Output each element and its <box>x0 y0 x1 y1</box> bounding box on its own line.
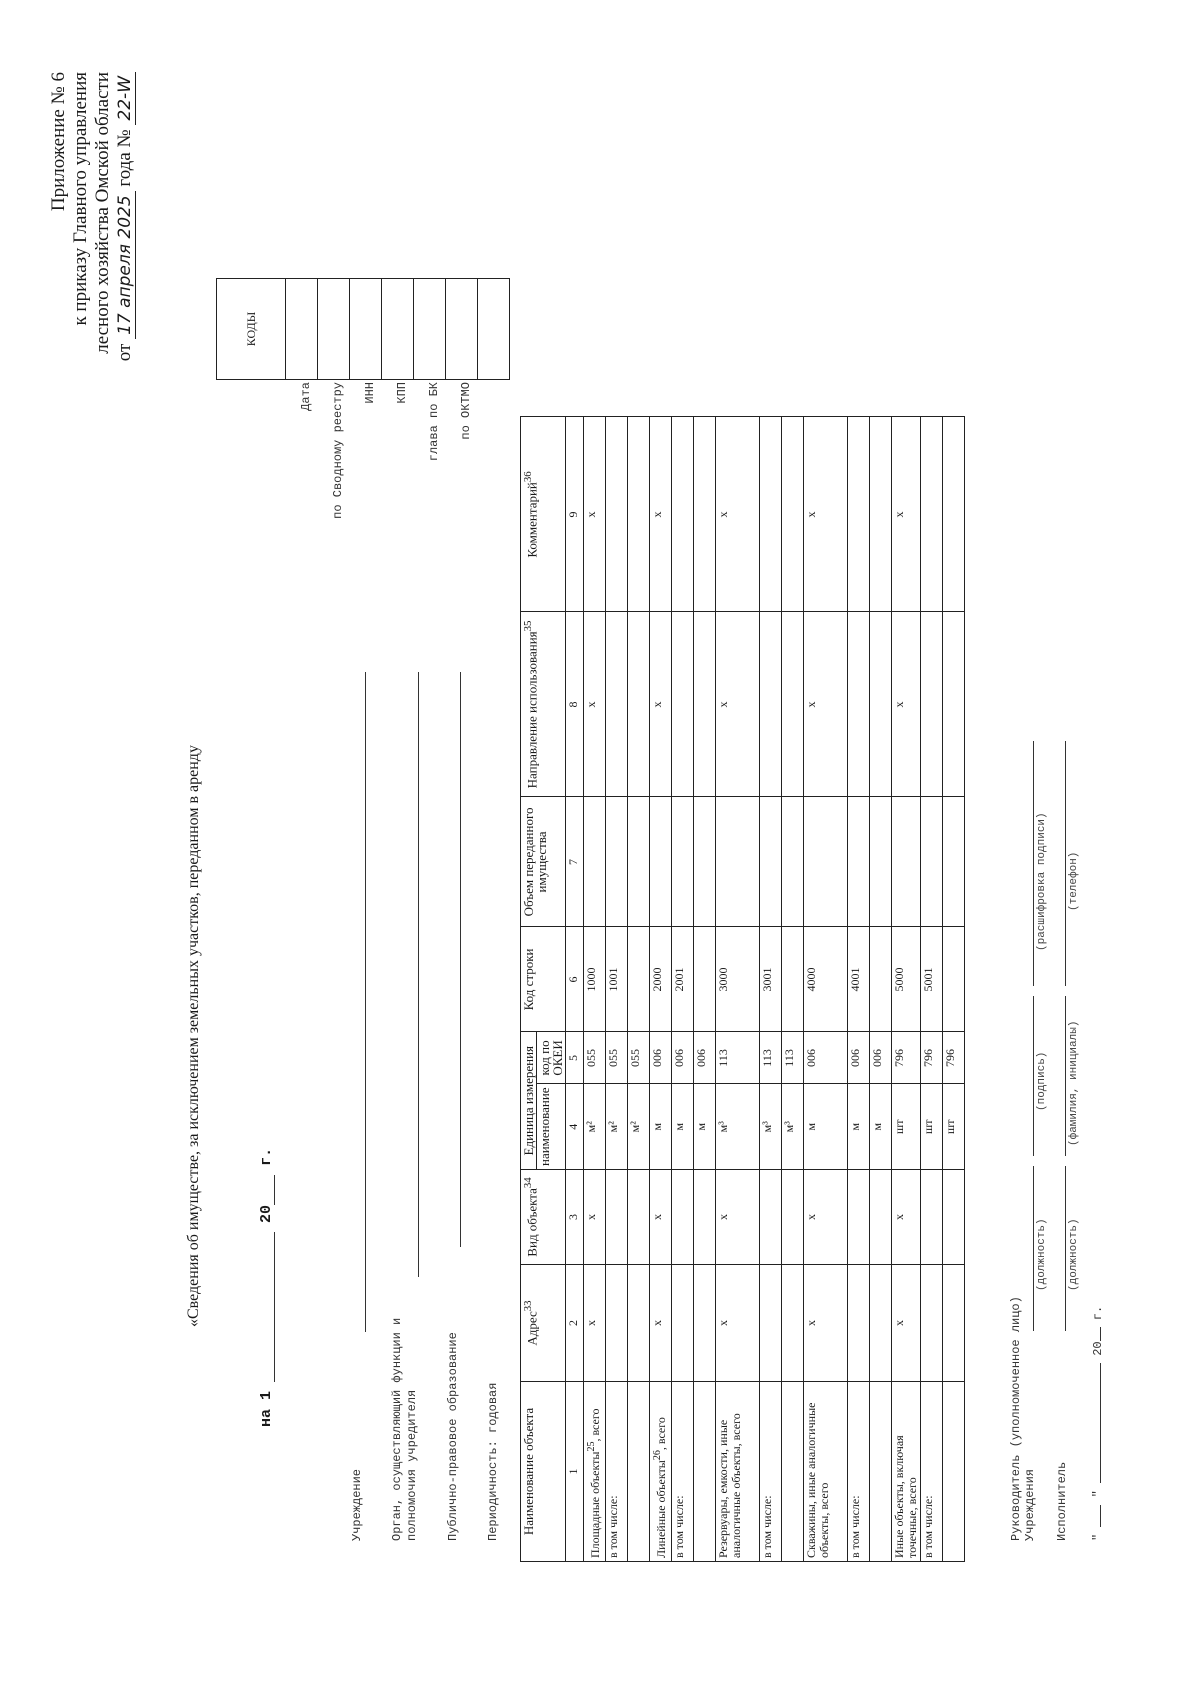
appendix-line-1: Приложение № 6 <box>48 72 69 212</box>
sig-date-year-blank[interactable] <box>1100 1327 1101 1341</box>
field-line-municipality[interactable] <box>460 672 461 1247</box>
appendix-line-4 <box>114 72 136 361</box>
cell-address <box>870 1265 892 1382</box>
cell-direction: x <box>716 612 760 797</box>
cell-address: x <box>804 1265 848 1382</box>
th-type-sup: 34 <box>522 1177 534 1189</box>
cell-okei: 006 <box>870 1032 892 1084</box>
codes-label-oktmo: по ОКТМО <box>459 382 473 440</box>
cell-unit: шт <box>921 1084 943 1170</box>
cell-volume <box>921 797 943 927</box>
cell-name <box>694 1382 716 1562</box>
codes-label-bk: глава по БК <box>427 382 441 462</box>
sig-cap-position-2: (должность) <box>1068 1218 1080 1291</box>
cell-unit: м <box>848 1084 870 1170</box>
cell-okei: 113 <box>782 1032 804 1084</box>
cell-direction: x <box>892 612 921 797</box>
cell-type: x <box>716 1170 760 1265</box>
th-type <box>521 1170 566 1265</box>
th-direction-sup: 35 <box>522 620 534 632</box>
row-name-text: в том числе: <box>606 1495 620 1558</box>
cell-volume <box>943 797 965 927</box>
cell-address <box>672 1265 694 1382</box>
sig-cap-phone: (телефон) <box>1068 851 1080 911</box>
table-row <box>694 417 716 1562</box>
cell-address: x <box>716 1265 760 1382</box>
cell-comment <box>943 417 965 612</box>
cell-comment <box>628 417 650 612</box>
handwritten-number: 22-W <box>115 72 136 125</box>
cell-okei: 006 <box>672 1032 694 1084</box>
handwritten-date: 17 апреля 2025 <box>115 191 136 339</box>
cell-unit: м² <box>628 1084 650 1170</box>
cell-code: 3000 <box>716 927 760 1032</box>
cell-name <box>804 1382 848 1562</box>
cell-address <box>606 1265 628 1382</box>
cell-okei: 006 <box>848 1032 870 1084</box>
row-name-sup: 26 <box>652 1450 663 1461</box>
field-line-institution[interactable] <box>365 672 366 1332</box>
col-number: 3 <box>566 1170 584 1265</box>
sig-line-position[interactable] <box>1033 1166 1034 1331</box>
row-name-suffix: , всего <box>654 1417 668 1451</box>
cell-type <box>921 1170 943 1265</box>
cell-type: x <box>892 1170 921 1265</box>
sig-head-line-2: Учреждения <box>1023 1468 1037 1541</box>
field-label-founder-2: полномочия учредителя <box>405 1389 419 1541</box>
cell-comment <box>782 417 804 612</box>
th-unit-name: наименование <box>537 1084 566 1170</box>
appendix-date-prefix: от <box>114 343 135 362</box>
cell-address <box>848 1265 870 1382</box>
field-label-founder-1: Орган, осуществляющий функции и <box>390 1317 404 1541</box>
cell-unit: м <box>672 1084 694 1170</box>
sig-date-year-suffix: г. <box>1091 1305 1105 1321</box>
sig-cap-signature: (подпись) <box>1036 1051 1048 1111</box>
th-direction <box>521 612 566 797</box>
cell-okei: 055 <box>606 1032 628 1084</box>
cell-direction: x <box>584 612 606 797</box>
sig-date-line <box>1091 1306 1105 1541</box>
table-row <box>943 417 965 1562</box>
cell-unit: м² <box>606 1084 628 1170</box>
codes-label-inn: ИНН <box>363 382 377 404</box>
cell-unit: м³ <box>716 1084 760 1170</box>
row-name-text: Скважины, иные аналогичные объекты, всего <box>804 1402 831 1558</box>
cell-name <box>760 1382 782 1562</box>
row-name-text: Иные объекты, включая точечные, всего <box>892 1435 919 1558</box>
cell-comment <box>606 417 628 612</box>
col-number: 4 <box>566 1084 584 1170</box>
sig-date-month-blank[interactable] <box>1100 1363 1101 1483</box>
row-name-text: Площадные объекты <box>588 1451 602 1558</box>
cell-address <box>921 1265 943 1382</box>
cell-okei: 055 <box>584 1032 606 1084</box>
cell-name <box>628 1382 650 1562</box>
cell-unit: м³ <box>782 1084 804 1170</box>
cell-name <box>606 1382 628 1562</box>
codes-cell-extra[interactable] <box>478 279 510 380</box>
sig-cap-position: (должность) <box>1036 1218 1048 1291</box>
cell-direction <box>760 612 782 797</box>
codes-cell-inn[interactable] <box>350 279 382 380</box>
row-name-text: в том числе: <box>760 1495 774 1558</box>
cell-okei: 796 <box>943 1032 965 1084</box>
cell-name <box>584 1382 606 1562</box>
codes-cell-kpp[interactable] <box>382 279 414 380</box>
property-table <box>520 416 965 1562</box>
cell-type <box>606 1170 628 1265</box>
th-name: Наименование объекта <box>521 1382 566 1562</box>
cell-code <box>870 927 892 1032</box>
sig-head-line-1: Руководитель (уполномоченное лицо) <box>1009 1296 1023 1541</box>
report-date-line <box>258 1148 275 1427</box>
cell-direction <box>943 612 965 797</box>
cell-address: x <box>650 1265 672 1382</box>
sig-line-signature[interactable] <box>1033 996 1034 1156</box>
appendix-line-3: лесного хозяйства Омской области <box>92 72 113 354</box>
appendix-line-2: к приказу Главного управления <box>70 72 91 326</box>
cell-code: 3001 <box>760 927 782 1032</box>
row-name-suffix: , всего <box>588 1408 602 1442</box>
th-row-code: Код строки <box>521 927 566 1032</box>
cell-type <box>848 1170 870 1265</box>
date-year-prefix: 20 <box>258 1204 275 1223</box>
date-year-suffix: г. <box>258 1147 275 1166</box>
cell-comment: x <box>584 417 606 612</box>
sig-date-day-blank[interactable] <box>1100 1505 1101 1527</box>
th-comment-sup: 36 <box>522 471 534 483</box>
cell-name <box>870 1382 892 1562</box>
cell-type <box>628 1170 650 1265</box>
th-comment <box>521 417 566 612</box>
table-row <box>716 417 760 1562</box>
codes-box <box>216 278 510 380</box>
sig-line-executor-name[interactable] <box>1065 996 1066 1156</box>
sig-cap-name: (фамилия, инициалы) <box>1068 1020 1080 1146</box>
sig-line-executor-position[interactable] <box>1065 1166 1066 1331</box>
cell-comment <box>848 417 870 612</box>
cell-okei: 796 <box>892 1032 921 1084</box>
cell-comment: x <box>650 417 672 612</box>
cell-comment: x <box>892 417 921 612</box>
cell-code: 5001 <box>921 927 943 1032</box>
cell-comment <box>921 417 943 612</box>
cell-name <box>716 1382 760 1562</box>
cell-volume <box>848 797 870 927</box>
sig-date-year-prefix: 20 <box>1091 1341 1105 1356</box>
cell-direction: x <box>650 612 672 797</box>
cell-unit: м <box>694 1084 716 1170</box>
th-volume: Объем переданного имущества <box>521 797 566 927</box>
table-row <box>672 417 694 1562</box>
cell-direction <box>606 612 628 797</box>
cell-volume <box>672 797 694 927</box>
cell-type <box>760 1170 782 1265</box>
codes-cell-date[interactable] <box>286 279 318 380</box>
cell-direction <box>848 612 870 797</box>
codes-labels <box>290 382 482 637</box>
cell-address <box>694 1265 716 1382</box>
col-number: 7 <box>566 797 584 927</box>
cell-unit: м <box>804 1084 848 1170</box>
sig-cap-decoding: (расшифровка подписи) <box>1036 812 1048 951</box>
cell-okei: 113 <box>760 1032 782 1084</box>
cell-code <box>782 927 804 1032</box>
th-address-sup: 33 <box>522 1300 534 1312</box>
cell-volume <box>870 797 892 927</box>
cell-volume <box>584 797 606 927</box>
codes-label-kpp: КПП <box>395 382 409 404</box>
cell-type <box>782 1170 804 1265</box>
sig-line-executor-phone[interactable] <box>1065 741 1066 986</box>
cell-okei: 113 <box>716 1032 760 1084</box>
table-row <box>804 417 848 1562</box>
cell-okei: 006 <box>804 1032 848 1084</box>
cell-volume <box>650 797 672 927</box>
cell-code: 1000 <box>584 927 606 1032</box>
date-day-month-blank <box>274 1232 275 1382</box>
cell-type <box>943 1170 965 1265</box>
cell-unit: м² <box>584 1084 606 1170</box>
table-body <box>584 417 965 1562</box>
codes-cell-bk[interactable] <box>414 279 446 380</box>
col-number: 6 <box>566 927 584 1032</box>
codes-label-date: Дата <box>299 382 313 411</box>
cell-volume <box>804 797 848 927</box>
cell-volume <box>694 797 716 927</box>
cell-name <box>892 1382 921 1562</box>
sig-executor: Исполнитель <box>1055 1461 1069 1541</box>
table-row <box>848 417 870 1562</box>
cell-okei: 055 <box>628 1032 650 1084</box>
cell-volume <box>606 797 628 927</box>
table-row <box>921 417 943 1562</box>
th-unit: Единица измерения <box>521 1032 537 1170</box>
cell-type: x <box>584 1170 606 1265</box>
cell-unit: м <box>650 1084 672 1170</box>
cell-comment <box>870 417 892 612</box>
cell-address <box>628 1265 650 1382</box>
cell-type <box>672 1170 694 1265</box>
date-prefix: на 1 <box>258 1390 275 1427</box>
cell-unit: м <box>870 1084 892 1170</box>
row-name-text: в том числе: <box>848 1495 862 1558</box>
row-name-text: Резервуары, емкости, иные аналогичные объекты, всего <box>716 1413 743 1558</box>
cell-address: x <box>892 1265 921 1382</box>
cell-code: 2001 <box>672 927 694 1032</box>
cell-code <box>943 927 965 1032</box>
table-row <box>584 417 606 1562</box>
cell-direction <box>921 612 943 797</box>
cell-volume <box>628 797 650 927</box>
codes-cell-oktmo[interactable] <box>446 279 478 380</box>
th-type-label: Вид объекта <box>524 1188 540 1257</box>
cell-name <box>943 1382 965 1562</box>
cell-code: 1001 <box>606 927 628 1032</box>
cell-direction <box>694 612 716 797</box>
cell-unit: шт <box>892 1084 921 1170</box>
cell-code: 2000 <box>650 927 672 1032</box>
cell-unit: м³ <box>760 1084 782 1170</box>
sig-date-quote-close: " <box>1091 1490 1105 1498</box>
cell-type: x <box>804 1170 848 1265</box>
row-name-text: в том числе: <box>672 1495 686 1558</box>
table-row <box>870 417 892 1562</box>
cell-type <box>694 1170 716 1265</box>
appendix-header <box>48 72 136 361</box>
field-label-municipality: Публично-правовое образование <box>446 1332 460 1541</box>
cell-direction <box>870 612 892 797</box>
cell-comment: x <box>716 417 760 612</box>
th-comment-label: Комментарий <box>524 482 540 558</box>
cell-type <box>870 1170 892 1265</box>
table-row <box>650 417 672 1562</box>
cell-code <box>628 927 650 1032</box>
cell-name <box>921 1382 943 1562</box>
th-address <box>521 1265 566 1382</box>
field-label-periodicity: Периодичность: годовая <box>486 1382 500 1541</box>
cell-address: x <box>584 1265 606 1382</box>
th-unit-okei: код по ОКЕИ <box>537 1032 566 1084</box>
cell-address <box>760 1265 782 1382</box>
cell-okei: 006 <box>650 1032 672 1084</box>
appendix-number-prefix: года № <box>114 129 135 187</box>
cell-address <box>943 1265 965 1382</box>
cell-code <box>694 927 716 1032</box>
table-row <box>606 417 628 1562</box>
cell-volume <box>760 797 782 927</box>
cell-address <box>782 1265 804 1382</box>
cell-volume <box>892 797 921 927</box>
cell-code: 5000 <box>892 927 921 1032</box>
cell-type: x <box>650 1170 672 1265</box>
col-number: 1 <box>566 1382 584 1562</box>
table-row <box>760 417 782 1562</box>
sig-date-quote-open: " <box>1091 1533 1105 1541</box>
codes-cell-registry[interactable] <box>318 279 350 380</box>
th-address-label: Адрес <box>524 1311 540 1346</box>
cell-unit: шт <box>943 1084 965 1170</box>
cell-comment: x <box>804 417 848 612</box>
cell-name <box>848 1382 870 1562</box>
th-direction-label: Направление использования <box>524 631 540 789</box>
row-name-sup: 25 <box>586 1441 597 1452</box>
codes-label-registry: по Сводному реестру <box>331 382 345 519</box>
date-year-blank <box>274 1175 275 1205</box>
field-label-institution: Учреждение <box>350 1468 364 1541</box>
sig-line-decoding[interactable] <box>1033 741 1034 986</box>
cell-direction <box>628 612 650 797</box>
cell-name <box>782 1382 804 1562</box>
cell-name <box>650 1382 672 1562</box>
cell-comment <box>694 417 716 612</box>
cell-okei: 006 <box>694 1032 716 1084</box>
cell-code: 4000 <box>804 927 848 1032</box>
cell-okei: 796 <box>921 1032 943 1084</box>
field-line-founder[interactable] <box>418 672 419 1277</box>
col-number: 9 <box>566 417 584 612</box>
cell-volume <box>716 797 760 927</box>
cell-comment <box>672 417 694 612</box>
cell-volume <box>782 797 804 927</box>
row-name-text: Линейные объекты <box>654 1460 668 1558</box>
codes-header: КОДЫ <box>217 279 286 380</box>
cell-direction <box>782 612 804 797</box>
col-number: 2 <box>566 1265 584 1382</box>
cell-direction <box>672 612 694 797</box>
cell-direction: x <box>804 612 848 797</box>
table-row <box>782 417 804 1562</box>
col-number: 8 <box>566 612 584 797</box>
table-row <box>628 417 650 1562</box>
table-row <box>892 417 921 1562</box>
cell-name <box>672 1382 694 1562</box>
row-name-text: в том числе: <box>921 1495 935 1558</box>
document-title: «Сведения об имуществе, за исключением земельных участков, переданном в аренду <box>185 745 202 1327</box>
cell-code: 4001 <box>848 927 870 1032</box>
cell-comment <box>760 417 782 612</box>
col-number: 5 <box>566 1032 584 1084</box>
